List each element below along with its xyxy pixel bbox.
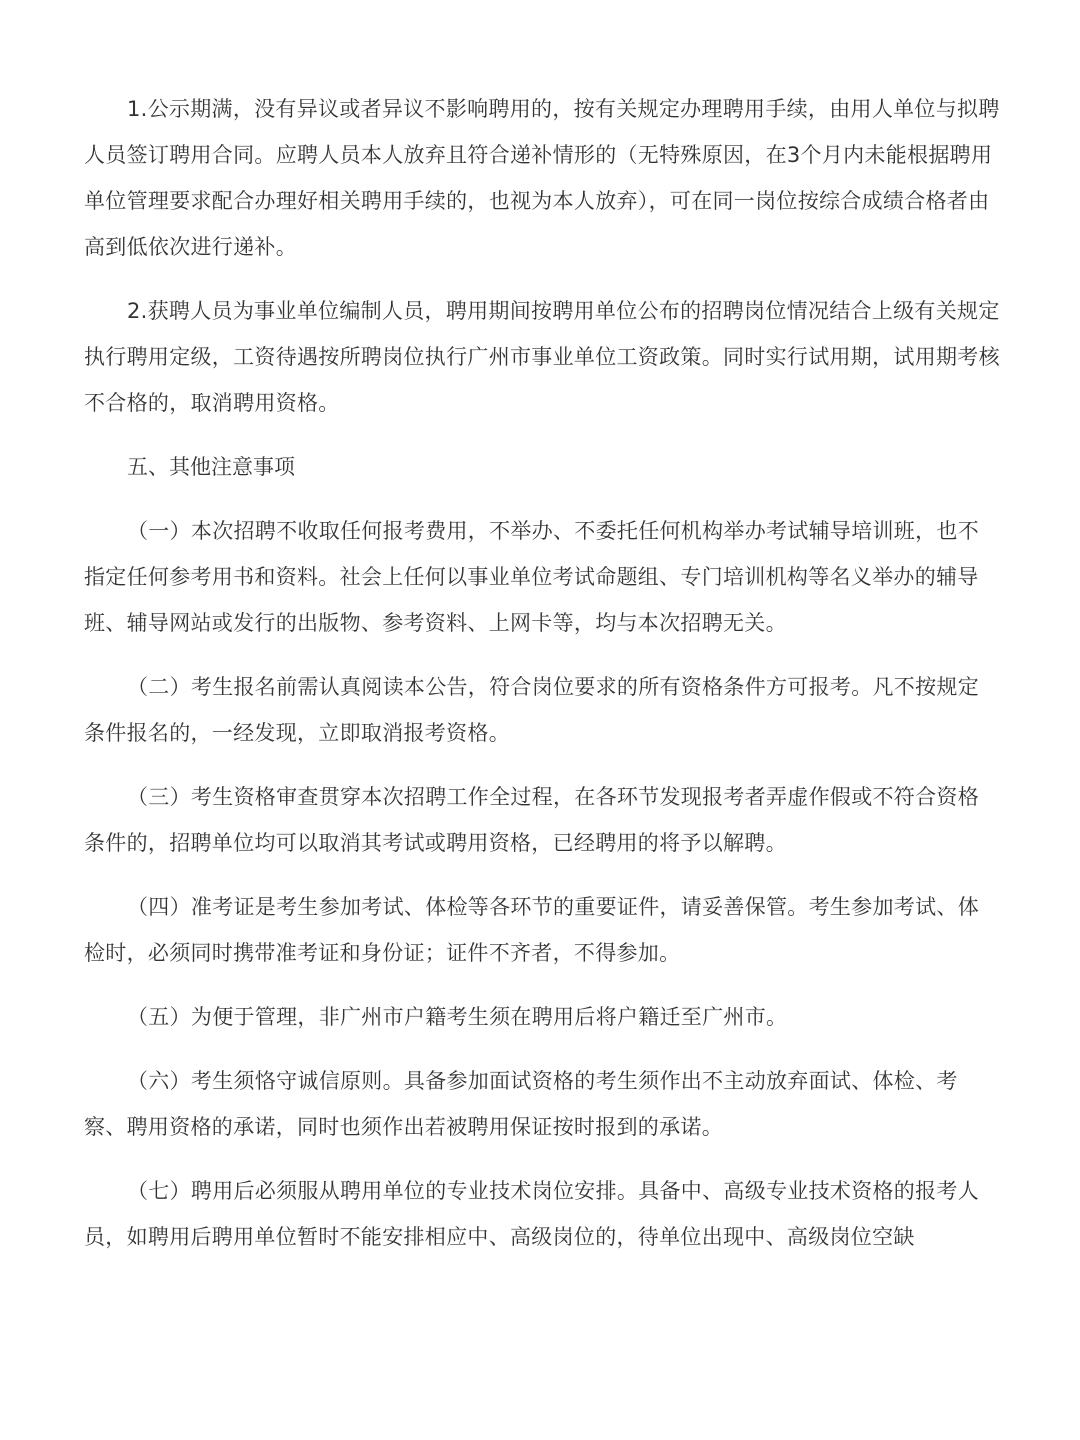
paragraph-note-3: （三）考生资格审查贯穿本次招聘工作全过程，在各环节发现报考者弄虚作假或不符合资格条件的，招聘单位均可以取消其考试或聘用资格，已经聘用的将予以解聘。 xyxy=(84,785,979,855)
paragraph-hiring-procedure: 1.公示期满，没有异议或者异议不影响聘用的，按有关规定办理聘用手续，由用人单位与拟聘人员签订聘用合同。应聘人员本人放弃且符合递补情形的（无特殊原因，在3个月内未能根据聘用单位管理要求配合办理好相关聘用手续的，也视为本人放弃），可在同一岗位按综合成绩合格者由高到低依次进行递补。 xyxy=(84,97,1000,259)
paragraph-note-1: （一）本次招聘不收取任何报考费用，不举办、不委托任何机构举办考试辅导培训班，也不指定任何参考用书和资料。社会上任何以事业单位考试命题组、专门培训机构等名义举办的辅导班、辅导网站或发行的出版物、参考资料、上网卡等，均与本次招聘无关。 xyxy=(84,519,979,635)
paragraph-note-7: （七）聘用后必须服从聘用单位的专业技术岗位安排。具备中、高级专业技术资格的报考人员，如聘用后聘用单位暂时不能安排相应中、高级岗位的，待单位出现中、高级岗位空缺 xyxy=(84,1179,979,1249)
document-body xyxy=(84,86,1000,1278)
paragraph-note-4: （四）准考证是考生参加考试、体检等各环节的重要证件，请妥善保管。考生参加考试、体检时，必须同时携带准考证和身份证；证件不齐者，不得参加。 xyxy=(84,895,979,965)
paragraph-staff-grading: 2.获聘人员为事业单位编制人员，聘用期间按聘用单位公布的招聘岗位情况结合上级有关规定执行聘用定级，工资待遇按所聘岗位执行广州市事业单位工资政策。同时实行试用期，试用期考核不合格的，取消聘用资格。 xyxy=(84,299,1000,415)
section-heading-notes: 五、其他注意事项 xyxy=(127,455,295,479)
paragraph-note-5: （五）为便于管理，非广州市户籍考生须在聘用后将户籍迁至广州市。 xyxy=(127,1005,788,1029)
paragraph-note-2: （二）考生报名前需认真阅读本公告，符合岗位要求的所有资格条件方可报考。凡不按规定条件报名的，一经发现，立即取消报考资格。 xyxy=(84,675,979,745)
paragraph-note-6: （六）考生须恪守诚信原则。具备参加面试资格的考生须作出不主动放弃面试、体检、考察、聘用资格的承诺，同时也须作出若被聘用保证按时报到的承诺。 xyxy=(84,1069,958,1139)
